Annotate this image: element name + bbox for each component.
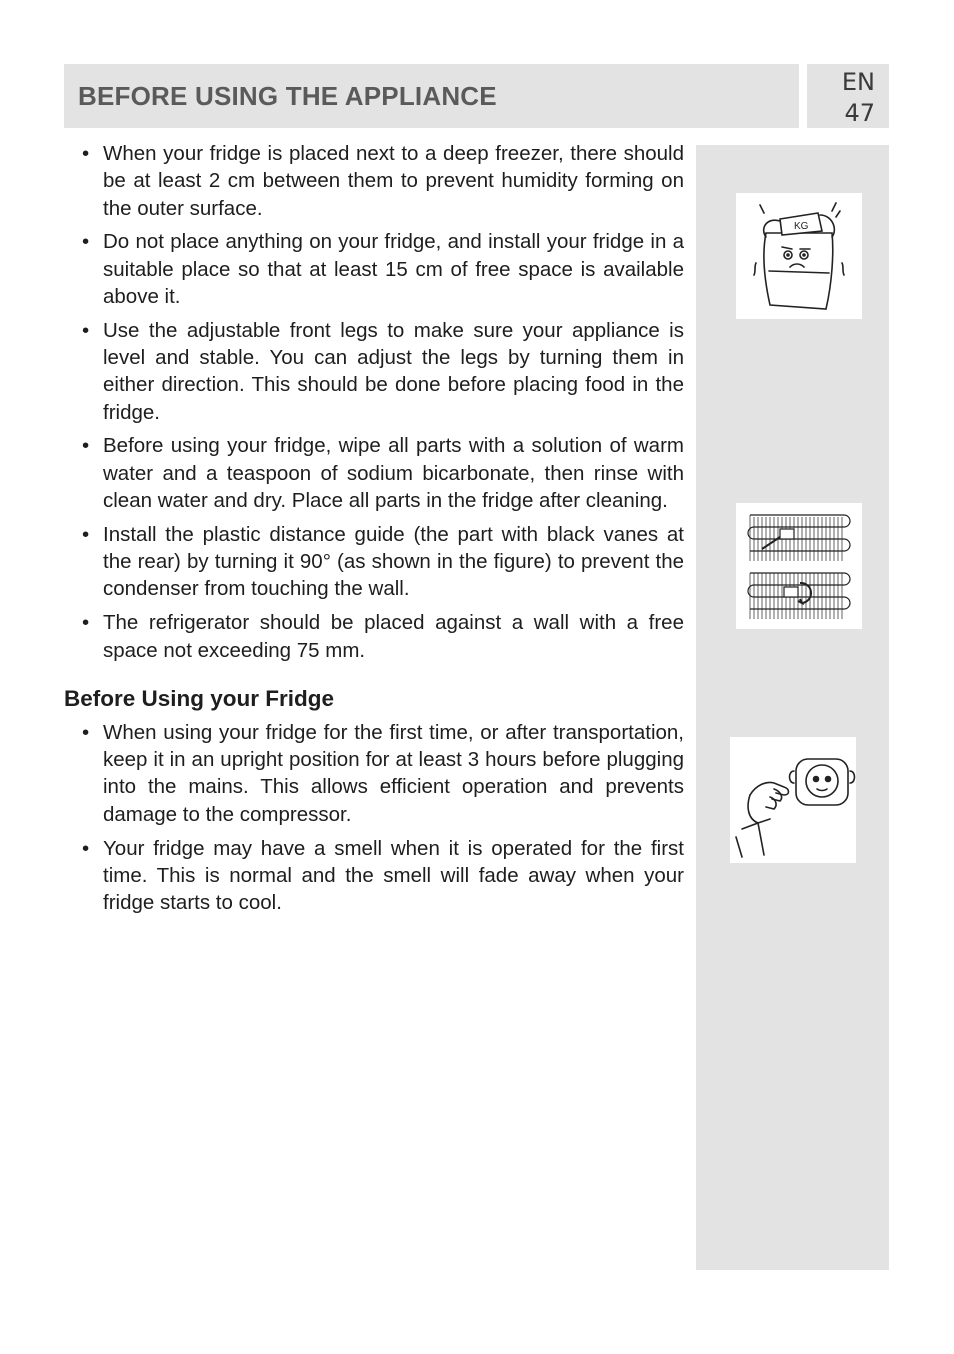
fridge-weight-illustration — [736, 193, 862, 319]
page-indicator — [807, 64, 889, 128]
list-item: • The refrigerator should be placed against a wall with a free space not exceeding 75 mm. — [64, 609, 684, 664]
list-item: • Install the plastic distance guide (the part with black vanes at the rear) by turning it 90° (as shown in the figure) to prevent the condenser from touching the wall. — [64, 521, 684, 603]
section-heading: Before Using your Fridge — [64, 685, 335, 711]
language-code: EN — [841, 68, 875, 96]
list-item: • Your fridge may have a smell when it is operated for the first time. This is normal and the smell will fade away when your fridge starts to cool. — [64, 835, 684, 917]
header-bar — [64, 64, 799, 128]
plug-socket-illustration — [730, 737, 856, 863]
main-content — [64, 140, 684, 923]
installation-bullet-list — [64, 140, 684, 664]
page-title: BEFORE USING THE APPLIANCE — [78, 81, 497, 111]
fridge-with-weight-icon — [736, 193, 862, 319]
condenser-top — [748, 515, 850, 561]
list-item: • Do not place anything on your fridge, and install your fridge in a suitable place so that at least 15 cm of free space is available above it. — [64, 228, 684, 310]
list-item: • When your fridge is placed next to a deep freezer, there should be at least 2 cm between them to prevent humidity forming on the outer surface. — [64, 140, 684, 222]
list-item: • Before using your fridge, wipe all parts with a solution of warm water and a teaspoon of sodium bicarbonate, then rinse with clean water and dry. Place all parts in the fridge after cleaning. — [64, 432, 684, 514]
page-number: 47 — [844, 99, 875, 127]
list-item: • Use the adjustable front legs to make sure your appliance is level and stable. You can adjust the legs by turning them in either direction. This should be done before placing food in the fridge. — [64, 317, 684, 426]
first-use-bullet-list — [64, 719, 684, 917]
list-item: • When using your fridge for the first time, or after transportation, keep it in an upright position for at least 3 hours before plugging into the mains. This allows efficient operation and prevents damage to the compressor. — [64, 719, 684, 828]
condenser-bottom — [748, 573, 850, 619]
svg-text:KG: KG — [794, 221, 809, 232]
hand-plugging-socket-icon — [730, 737, 856, 863]
condenser-distance-guide-icon — [736, 503, 862, 629]
condenser-guide-illustration — [736, 503, 862, 629]
